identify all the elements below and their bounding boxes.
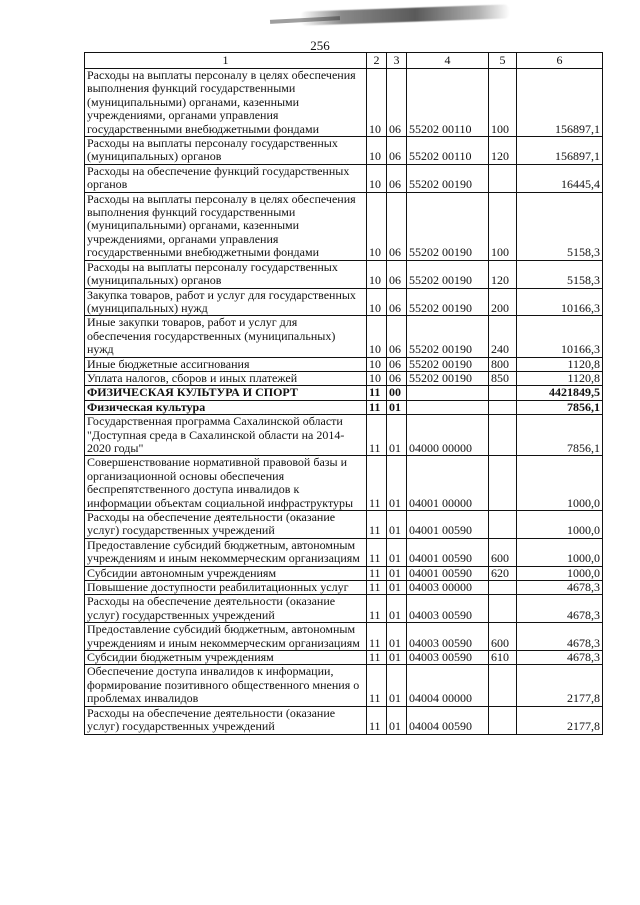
row-section-cell: 11 — [367, 595, 387, 623]
row-expense-type-cell: 100 — [489, 192, 517, 260]
row-subsection-cell: 01 — [387, 400, 407, 414]
row-section-cell: 11 — [367, 665, 387, 706]
row-name-cell: Предоставление субсидий бюджетным, автономным учреждениям и иным некоммерческим организациям — [85, 538, 367, 566]
row-amount-cell: 4678,3 — [517, 651, 603, 665]
row-subsection-cell: 01 — [387, 581, 407, 595]
row-subsection-cell: 06 — [387, 192, 407, 260]
table-row — [85, 623, 603, 651]
row-target-article-cell: 04004 00000 — [407, 665, 489, 706]
row-name-cell: Расходы на обеспечение деятельности (оказание услуг) государственных учреждений — [85, 511, 367, 539]
table-row — [85, 288, 603, 316]
row-section-cell: 11 — [367, 400, 387, 414]
table-row — [85, 415, 603, 456]
row-amount-cell: 10166,3 — [517, 288, 603, 316]
row-amount-cell: 4678,3 — [517, 623, 603, 651]
table-row — [85, 69, 603, 137]
table-row — [85, 456, 603, 511]
header-col-5: 5 — [489, 53, 517, 69]
row-amount-cell: 4678,3 — [517, 595, 603, 623]
row-subsection-cell: 01 — [387, 511, 407, 539]
row-amount-cell: 1120,8 — [517, 357, 603, 371]
row-name-cell: Предоставление субсидий бюджетным, автономным учреждениям и иным некоммерческим организациям — [85, 623, 367, 651]
row-target-article-cell: 55202 00190 — [407, 357, 489, 371]
header-col-4: 4 — [407, 53, 489, 69]
table-header-row — [85, 53, 603, 69]
row-section-cell: 10 — [367, 371, 387, 385]
row-subsection-cell: 06 — [387, 260, 407, 288]
row-name-cell: Расходы на выплаты персоналу в целях обеспечения выполнения функций государственными (муниципальными) органами, казенными учреждениями, органами управления государственными внебюджетными фондами — [85, 192, 367, 260]
row-expense-type-cell: 100 — [489, 69, 517, 137]
row-target-article-cell: 04003 00590 — [407, 623, 489, 651]
row-expense-type-cell: 610 — [489, 651, 517, 665]
row-amount-cell: 4421849,5 — [517, 386, 603, 400]
table-row — [85, 137, 603, 165]
row-target-article-cell: 55202 00190 — [407, 260, 489, 288]
row-name-cell: Расходы на обеспечение деятельности (оказание услуг) государственных учреждений — [85, 595, 367, 623]
row-name-cell: Государственная программа Сахалинской области "Доступная среда в Сахалинской области на 2014-2020 годы" — [85, 415, 367, 456]
table-row — [85, 538, 603, 566]
row-expense-type-cell: 850 — [489, 371, 517, 385]
row-expense-type-cell — [489, 706, 517, 734]
row-section-cell: 10 — [367, 137, 387, 165]
row-name-cell: Иные закупки товаров, работ и услуг для обеспечения государственных (муниципальных) нужд — [85, 316, 367, 357]
row-section-cell: 10 — [367, 288, 387, 316]
row-target-article-cell: 55202 00190 — [407, 164, 489, 192]
row-subsection-cell: 00 — [387, 386, 407, 400]
row-section-cell: 11 — [367, 623, 387, 651]
row-amount-cell: 2177,8 — [517, 706, 603, 734]
row-expense-type-cell — [489, 595, 517, 623]
header-col-3: 3 — [387, 53, 407, 69]
row-name-cell: Обеспечение доступа инвалидов к информации, формирование позитивного общественного мнения о проблемах инвалидов — [85, 665, 367, 706]
row-section-cell: 11 — [367, 581, 387, 595]
row-section-cell: 11 — [367, 706, 387, 734]
row-subsection-cell: 06 — [387, 137, 407, 165]
row-target-article-cell: 04000 00000 — [407, 415, 489, 456]
row-amount-cell: 156897,1 — [517, 137, 603, 165]
table-row — [85, 164, 603, 192]
row-subsection-cell: 06 — [387, 371, 407, 385]
row-amount-cell: 7856,1 — [517, 415, 603, 456]
table-row — [85, 400, 603, 414]
row-target-article-cell — [407, 400, 489, 414]
row-target-article-cell: 55202 00190 — [407, 192, 489, 260]
row-name-cell: Закупка товаров, работ и услуг для государственных (муниципальных) нужд — [85, 288, 367, 316]
row-expense-type-cell — [489, 400, 517, 414]
row-name-cell: Расходы на обеспечение деятельности (оказание услуг) государственных учреждений — [85, 706, 367, 734]
row-subsection-cell: 01 — [387, 566, 407, 580]
row-name-cell: Субсидии автономным учреждениям — [85, 566, 367, 580]
row-target-article-cell: 04001 00590 — [407, 566, 489, 580]
row-name-cell: Повышение доступности реабилитационных услуг — [85, 581, 367, 595]
row-section-cell: 11 — [367, 415, 387, 456]
header-col-6: 6 — [517, 53, 603, 69]
table-row — [85, 566, 603, 580]
row-target-article-cell: 04004 00590 — [407, 706, 489, 734]
row-name-cell: Расходы на выплаты персоналу государственных (муниципальных) органов — [85, 137, 367, 165]
table-row — [85, 651, 603, 665]
row-amount-cell: 1000,0 — [517, 511, 603, 539]
row-section-cell: 10 — [367, 192, 387, 260]
row-amount-cell: 1120,8 — [517, 371, 603, 385]
row-section-cell: 11 — [367, 538, 387, 566]
page-number: 256 — [310, 38, 330, 53]
row-target-article-cell: 55202 00110 — [407, 137, 489, 165]
row-amount-cell: 1000,0 — [517, 456, 603, 511]
row-name-cell: Физическая культура — [85, 400, 367, 414]
row-subsection-cell: 06 — [387, 316, 407, 357]
table-row — [85, 386, 603, 400]
row-section-cell: 11 — [367, 386, 387, 400]
row-target-article-cell: 04001 00590 — [407, 511, 489, 539]
row-target-article-cell: 04003 00000 — [407, 581, 489, 595]
table-body — [85, 69, 603, 735]
row-amount-cell: 16445,4 — [517, 164, 603, 192]
row-amount-cell: 1000,0 — [517, 566, 603, 580]
row-expense-type-cell: 620 — [489, 566, 517, 580]
table-row — [85, 581, 603, 595]
row-expense-type-cell: 240 — [489, 316, 517, 357]
row-subsection-cell: 01 — [387, 651, 407, 665]
row-expense-type-cell — [489, 511, 517, 539]
row-name-cell: ФИЗИЧЕСКАЯ КУЛЬТУРА И СПОРТ — [85, 386, 367, 400]
row-subsection-cell: 06 — [387, 164, 407, 192]
row-expense-type-cell — [489, 665, 517, 706]
row-subsection-cell: 01 — [387, 623, 407, 651]
table-row — [85, 357, 603, 371]
row-target-article-cell: 55202 00110 — [407, 69, 489, 137]
row-expense-type-cell — [489, 456, 517, 511]
row-amount-cell: 156897,1 — [517, 69, 603, 137]
row-name-cell: Совершенствование нормативной правовой базы и организационной основы обеспечения беспрепятственного доступа инвалидов к информации объектам социальной инфраструктуры — [85, 456, 367, 511]
row-amount-cell: 5158,3 — [517, 192, 603, 260]
row-target-article-cell: 55202 00190 — [407, 371, 489, 385]
row-expense-type-cell — [489, 386, 517, 400]
row-subsection-cell: 01 — [387, 595, 407, 623]
row-section-cell: 10 — [367, 316, 387, 357]
row-target-article-cell — [407, 386, 489, 400]
row-expense-type-cell: 600 — [489, 538, 517, 566]
table-row — [85, 260, 603, 288]
row-name-cell: Расходы на обеспечение функций государственных органов — [85, 164, 367, 192]
row-target-article-cell: 55202 00190 — [407, 288, 489, 316]
row-subsection-cell: 06 — [387, 357, 407, 371]
row-target-article-cell: 04003 00590 — [407, 651, 489, 665]
table-row — [85, 595, 603, 623]
header-col-1: 1 — [85, 53, 367, 69]
row-name-cell: Иные бюджетные ассигнования — [85, 357, 367, 371]
row-amount-cell: 4678,3 — [517, 581, 603, 595]
row-section-cell: 11 — [367, 651, 387, 665]
row-amount-cell: 5158,3 — [517, 260, 603, 288]
row-amount-cell: 10166,3 — [517, 316, 603, 357]
row-name-cell: Субсидии бюджетным учреждениям — [85, 651, 367, 665]
row-subsection-cell: 01 — [387, 456, 407, 511]
row-name-cell: Расходы на выплаты персоналу государственных (муниципальных) органов — [85, 260, 367, 288]
row-subsection-cell: 01 — [387, 706, 407, 734]
scan-artifact — [300, 4, 510, 25]
row-section-cell: 10 — [367, 357, 387, 371]
row-name-cell: Уплата налогов, сборов и иных платежей — [85, 371, 367, 385]
table-row — [85, 511, 603, 539]
row-subsection-cell: 01 — [387, 415, 407, 456]
row-section-cell: 11 — [367, 566, 387, 580]
row-expense-type-cell: 200 — [489, 288, 517, 316]
row-target-article-cell: 55202 00190 — [407, 316, 489, 357]
row-section-cell: 11 — [367, 511, 387, 539]
row-amount-cell: 2177,8 — [517, 665, 603, 706]
row-expense-type-cell: 600 — [489, 623, 517, 651]
row-target-article-cell: 04001 00590 — [407, 538, 489, 566]
row-section-cell: 11 — [367, 456, 387, 511]
row-name-cell: Расходы на выплаты персоналу в целях обеспечения выполнения функций государственными (муниципальными) органами, казенными учреждениями, органами управления государственными внебюджетными фондами — [85, 69, 367, 137]
table-row — [85, 316, 603, 357]
row-subsection-cell: 06 — [387, 69, 407, 137]
table-row — [85, 665, 603, 706]
table-row — [85, 706, 603, 734]
row-target-article-cell: 04001 00000 — [407, 456, 489, 511]
row-expense-type-cell — [489, 581, 517, 595]
table-row — [85, 192, 603, 260]
row-expense-type-cell — [489, 415, 517, 456]
row-section-cell: 10 — [367, 164, 387, 192]
header-col-2: 2 — [367, 53, 387, 69]
row-subsection-cell: 01 — [387, 665, 407, 706]
row-expense-type-cell — [489, 164, 517, 192]
row-amount-cell: 7856,1 — [517, 400, 603, 414]
row-expense-type-cell: 120 — [489, 260, 517, 288]
table-row — [85, 371, 603, 385]
row-target-article-cell: 04003 00590 — [407, 595, 489, 623]
row-amount-cell: 1000,0 — [517, 538, 603, 566]
row-expense-type-cell: 120 — [489, 137, 517, 165]
row-section-cell: 10 — [367, 260, 387, 288]
row-section-cell: 10 — [367, 69, 387, 137]
row-subsection-cell: 06 — [387, 288, 407, 316]
row-subsection-cell: 01 — [387, 538, 407, 566]
budget-table — [84, 52, 603, 735]
row-expense-type-cell: 800 — [489, 357, 517, 371]
